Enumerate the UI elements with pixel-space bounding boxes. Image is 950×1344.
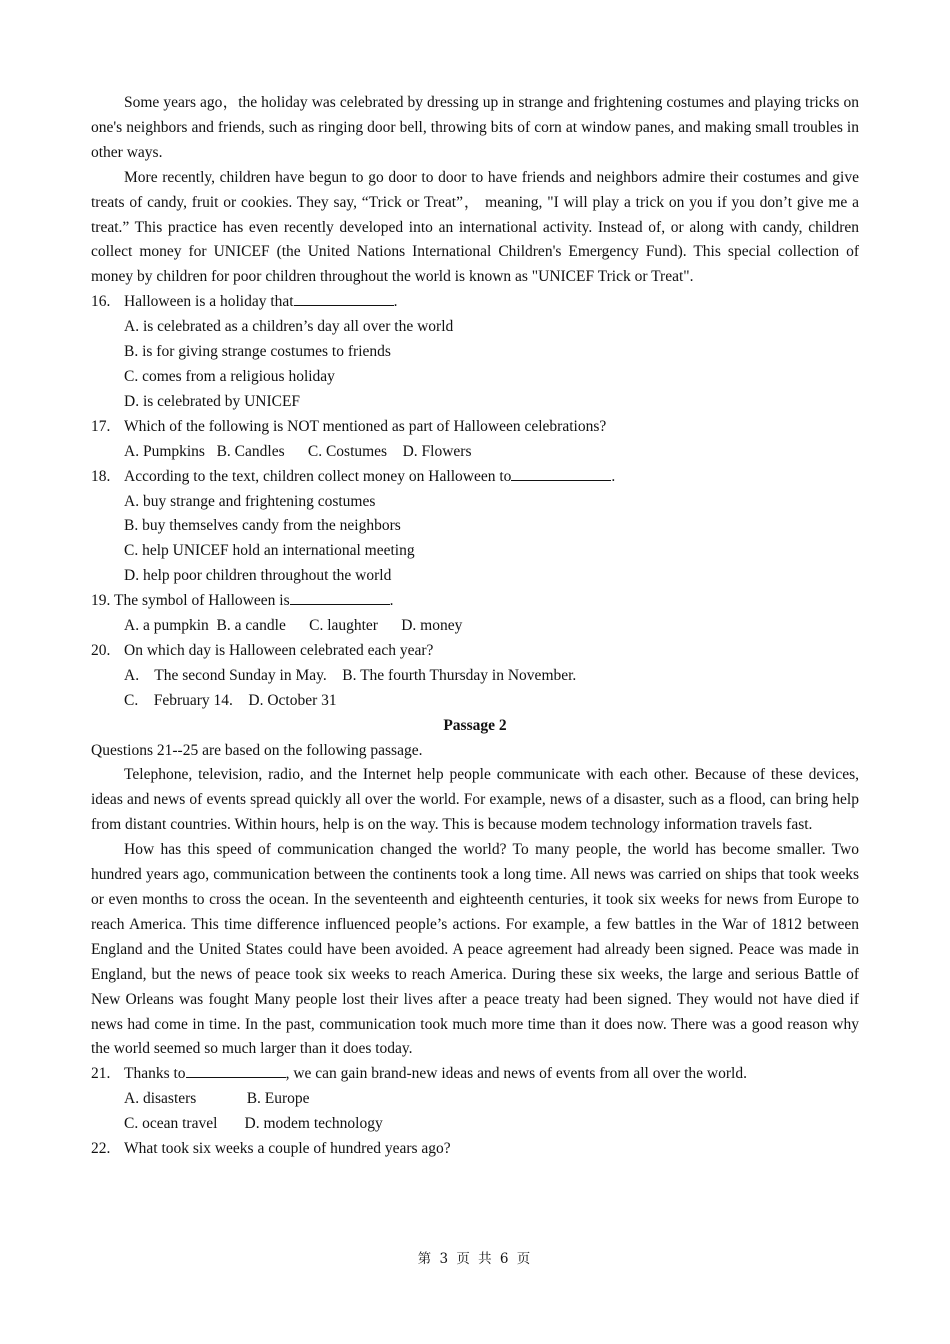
options-line-2: C. February 14. D. October 31 — [124, 691, 337, 709]
question-number: 17. — [91, 417, 111, 435]
option-b: B. buy themselves candy from the neighbors — [124, 517, 401, 535]
passage2-intro: Questions 21--25 are based on the following passage. — [91, 741, 423, 759]
question-stem: According to the text, children collect money on Halloween to — [124, 467, 512, 485]
question-18: 18. According to the text, children collect money on Halloween to . — [91, 465, 859, 490]
question-stem: Which of the following is NOT mentioned as part of Halloween celebrations? — [124, 417, 607, 435]
options-line-1: A. disasters B. Europe — [124, 1090, 310, 1108]
answer-blank — [294, 291, 394, 306]
question-21: 21. Thanks to , we can gain brand-new ideas and news of events from all over the world. — [91, 1062, 859, 1087]
option-a: A. buy strange and frightening costumes — [124, 492, 376, 510]
question-17 — [91, 415, 859, 440]
question-stem: Thanks to — [124, 1065, 186, 1083]
option-c: C. comes from a religious holiday — [124, 367, 335, 385]
passage1-paragraph-2: More recently, children have begun to go door to door to have friends and neighbors admire their costumes and give treats of candy, fruit or cookies. They say, “Trick or Treat”， meaning, "I will play a trick on you if you don’t give me a treat.” This practice has even recently developed into an international activity. Instead of, or along with candy, children collect money for UNICEF (the United Nations International Children's Emergency Fund). This special collection of money by children for poor children throughout the world is known as "UNICEF Trick or Treat". — [91, 168, 859, 286]
question-number: 21. — [91, 1065, 111, 1083]
question-number: 20. — [91, 641, 111, 659]
question-number: 18. — [91, 467, 111, 485]
option-d: D. is celebrated by UNICEF — [124, 392, 301, 410]
option-b: B. is for giving strange costumes to friends — [124, 343, 391, 361]
question-stem: 19. The symbol of Halloween is — [91, 592, 290, 610]
question-number: 22. — [91, 1140, 111, 1158]
question-20 — [91, 639, 859, 664]
question-16: 16. Halloween is a holiday that . — [91, 290, 859, 315]
passage2-paragraph-2: How has this speed of communication changed the world? To many people, the world has become smaller. Two hundred years ago, communication between the continents took a long time. All news was carried on ships that took weeks or even months to cross the ocean. In the seventeenth and eighteenth centuries, it took six weeks for news from Europe to reach America. This time difference influenced people’s actions. For example, a few battles in the War of 1812 between England and the United States could have been avoided. A peace agreement had already been signed. Peace was made in England, but the news of peace took six weeks to reach America. During these six weeks, the large and serious Battle of New Orleans was fought Many people lost their lives after a peace treaty had been signed. They would not have died if news had come in time. In the past, communication took much more time than it does now. There was a good reason why the world seemed so much larger than it does today. — [91, 841, 859, 1058]
question-stem: What took six weeks a couple of hundred years ago? — [124, 1140, 451, 1158]
page-footer: 第 3 页 共 6 页 — [417, 1251, 533, 1267]
question-stem: Halloween is a holiday that — [124, 293, 294, 311]
passage1-paragraph-1: Some years ago，the holiday was celebrated by dressing up in strange and frightening costumes and playing tricks on one's neighbors and friends, such as ringing door bell, throwing bits of corn at window panes, and making small troubles in other ways. — [91, 94, 859, 161]
question-19: 19. The symbol of Halloween is . — [91, 592, 394, 610]
options-line: A. a pumpkin B. a candle C. laughter D. money — [124, 617, 463, 635]
question-number: 16. — [91, 293, 111, 311]
passage2-paragraph-1: Telephone, television, radio, and the Internet help people communicate with each other. Because of these devices, ideas and news of events spread quickly all over the world. For example, news of a disaster, such as a flood, can bring help from distant countries. Within hours, help is on the way. This is because modem technology information travels fast. — [91, 766, 859, 834]
answer-blank — [186, 1063, 286, 1078]
passage2-title: Passage 2 — [443, 716, 507, 734]
options-line: A. Pumpkins B. Candles C. Costumes D. Flowers — [124, 442, 472, 460]
options-line-2: C. ocean travel D. modem technology — [124, 1115, 383, 1133]
option-a: A. is celebrated as a children’s day all over the world — [124, 318, 454, 336]
answer-blank — [511, 466, 611, 481]
options-line-1: A. The second Sunday in May. B. The fourth Thursday in November. — [124, 666, 577, 684]
question-22 — [91, 1137, 859, 1162]
option-d: D. help poor children throughout the world — [124, 567, 392, 585]
option-c: C. help UNICEF hold an international meeting — [124, 542, 415, 560]
document-page — [91, 91, 859, 1162]
question-stem: On which day is Halloween celebrated each year? — [124, 641, 434, 659]
answer-blank — [290, 590, 390, 605]
